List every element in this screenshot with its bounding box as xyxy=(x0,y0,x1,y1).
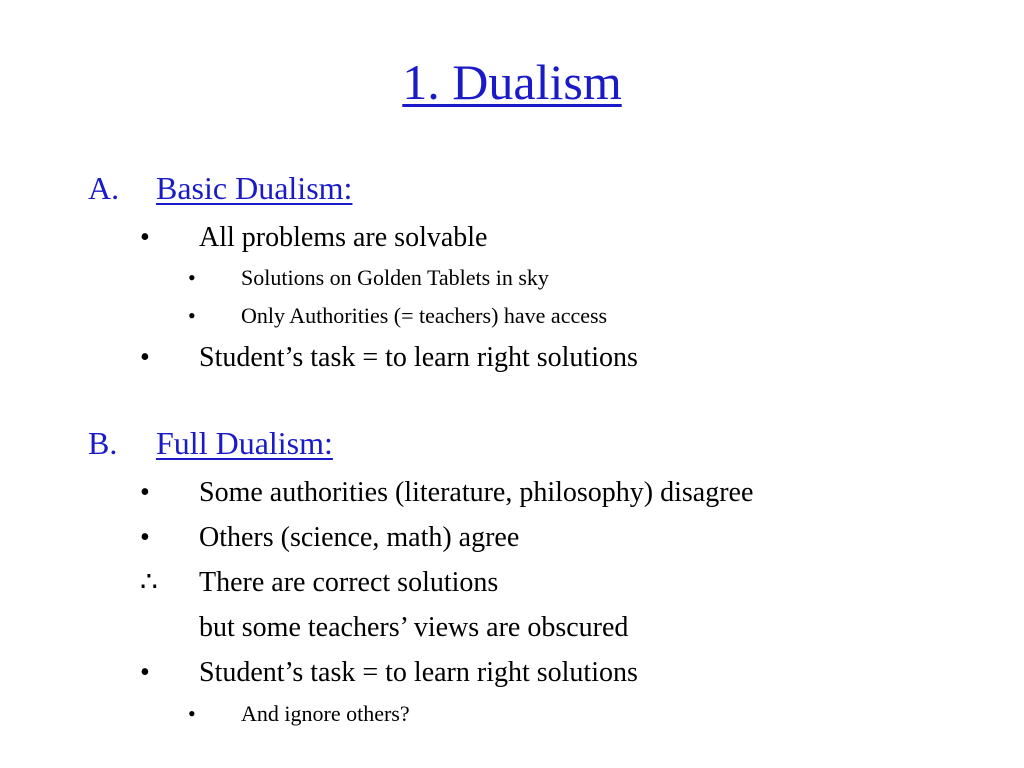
list-item: Student’s task = to learn right solutions xyxy=(199,657,638,688)
list-item: Only Authorities (= teachers) have access xyxy=(241,303,608,328)
bullet-icon: • xyxy=(188,303,196,328)
list-item-continuation: but some teachers’ views are obscured xyxy=(199,612,629,643)
bullet-icon: • xyxy=(188,701,196,726)
section-b-marker: B. xyxy=(88,425,118,461)
bullet-icon: • xyxy=(140,342,150,373)
list-item: Some authorities (literature, philosophy) disagree xyxy=(199,477,754,508)
bullet-icon: • xyxy=(140,657,150,688)
bullet-icon: • xyxy=(188,265,196,290)
bullet-icon: • xyxy=(140,522,150,553)
section-a-heading: Basic Dualism: xyxy=(156,170,353,206)
list-item: All problems are solvable xyxy=(199,222,488,253)
bullet-icon: • xyxy=(140,477,150,508)
slide-title: 1. Dualism xyxy=(402,54,622,110)
list-item: Solutions on Golden Tablets in sky xyxy=(241,265,549,290)
list-item: There are correct solutions xyxy=(199,567,499,598)
list-item: And ignore others? xyxy=(241,701,410,726)
list-item: Student’s task = to learn right solutions xyxy=(199,342,638,373)
section-a-marker: A. xyxy=(88,170,120,206)
therefore-icon: ∴ xyxy=(140,567,158,598)
list-item: Others (science, math) agree xyxy=(199,522,520,553)
section-b-heading: Full Dualism: xyxy=(156,425,333,461)
bullet-icon: • xyxy=(140,222,150,253)
